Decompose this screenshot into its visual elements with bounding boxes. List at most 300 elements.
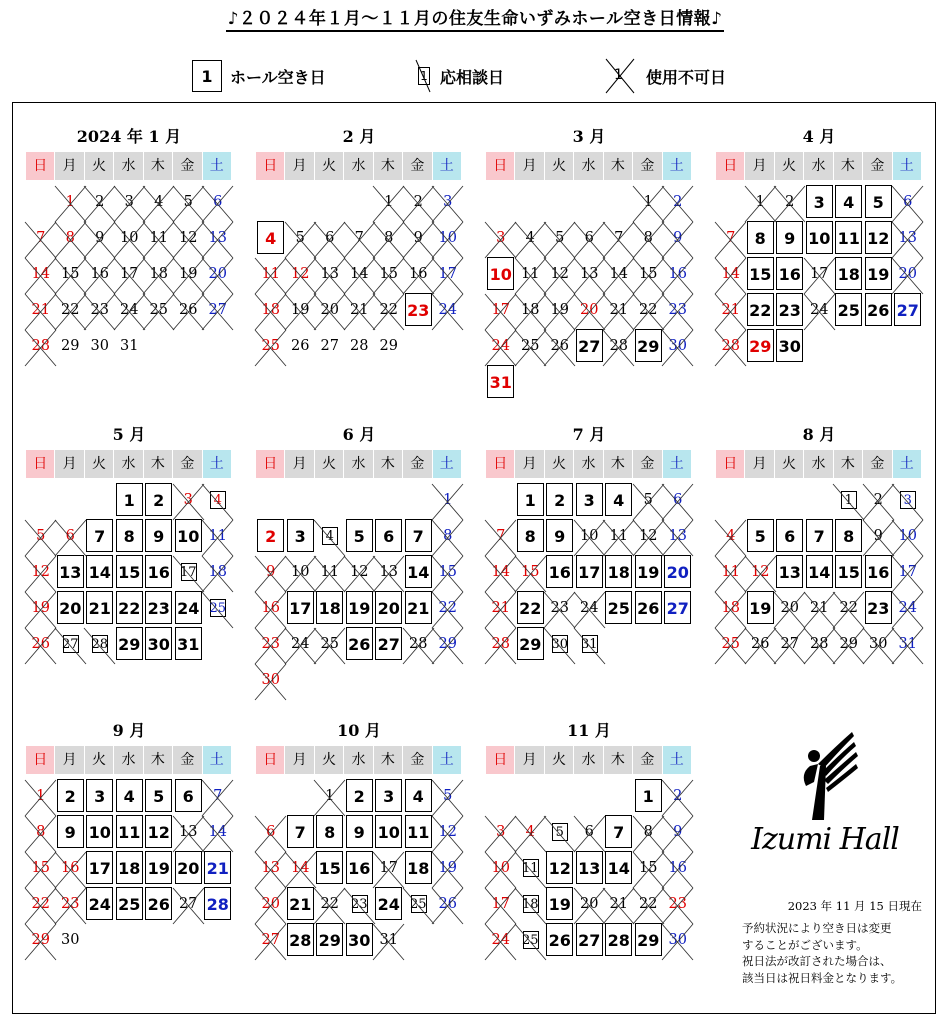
- day-grid: [486, 184, 692, 400]
- day-number: 23: [61, 896, 80, 912]
- day-number: 3: [496, 230, 506, 246]
- day-available: [404, 518, 434, 554]
- unavailable-cross-icon: [203, 292, 233, 328]
- day-unavailable: [864, 626, 894, 662]
- day-unavailable: [716, 220, 746, 256]
- weekday-label: 金: [633, 152, 661, 180]
- legend-unavailable-cross-icon: [604, 58, 638, 94]
- unavailable-cross-icon: [604, 220, 634, 256]
- day-number: 21: [407, 598, 430, 618]
- day-unavailable: [404, 256, 434, 292]
- day-unavailable: [634, 518, 664, 554]
- day-unavailable: [26, 814, 56, 850]
- day-number: 9: [413, 230, 423, 246]
- day-number: 23: [867, 598, 890, 618]
- unavailable-cross-icon: [56, 886, 86, 922]
- day-unavailable: [404, 220, 434, 256]
- weekday-label: 土: [893, 450, 921, 478]
- weekday-label: 木: [374, 450, 402, 478]
- day-number: 18: [521, 302, 540, 318]
- day-unavailable: [256, 922, 286, 958]
- day-number: 7: [354, 230, 364, 246]
- day-unavailable: [174, 292, 204, 328]
- weekday-label: 水: [114, 152, 142, 180]
- unavailable-cross-icon: [716, 518, 746, 554]
- day-number: 29: [118, 634, 141, 654]
- day-available: [144, 482, 174, 518]
- day-available: [834, 220, 864, 256]
- day-number: 19: [179, 266, 198, 282]
- unavailable-cross-icon: [256, 256, 286, 292]
- day-number: 30: [551, 636, 569, 652]
- day-number: 8: [384, 230, 394, 246]
- unavailable-cross-icon: [374, 554, 404, 590]
- unavailable-cross-icon: [315, 518, 345, 554]
- unavailable-cross-icon: [545, 292, 575, 328]
- day-number: 20: [580, 302, 599, 318]
- unavailable-cross-icon: [486, 922, 516, 958]
- day-unavailable: [433, 626, 463, 662]
- day-number: 6: [65, 528, 75, 544]
- day-number: 28: [609, 338, 628, 354]
- day-number: 20: [59, 598, 82, 618]
- day-available: [634, 590, 664, 626]
- day-number: 25: [261, 338, 280, 354]
- day-number: 29: [749, 336, 772, 356]
- unavailable-cross-icon: [26, 814, 56, 850]
- unavailable-cross-icon: [486, 518, 516, 554]
- day-unavailable: [433, 886, 463, 922]
- day-number: 25: [209, 600, 227, 616]
- weekday-label: 日: [716, 152, 744, 180]
- unavailable-cross-icon: [56, 184, 86, 220]
- day-available: [864, 184, 894, 220]
- day-consult: [545, 626, 575, 662]
- weekday-label: 日: [256, 152, 284, 180]
- day-number: 10: [88, 822, 111, 842]
- unavailable-cross-icon: [315, 220, 345, 256]
- day-available: [404, 814, 434, 850]
- day-number: 26: [291, 338, 310, 354]
- day-number: 28: [350, 338, 369, 354]
- weekday-label: 金: [403, 450, 431, 478]
- day-unavailable: [256, 814, 286, 850]
- day-available: [315, 590, 345, 626]
- day-available: [174, 778, 204, 814]
- day-unavailable: [634, 220, 664, 256]
- unavailable-cross-icon: [433, 590, 463, 626]
- weekday-header: [486, 746, 692, 774]
- unavailable-cross-icon: [893, 554, 923, 590]
- unavailable-cross-icon: [404, 256, 434, 292]
- weekday-label: 日: [486, 152, 514, 180]
- day-number: 25: [837, 300, 860, 320]
- unavailable-cross-icon: [115, 256, 145, 292]
- unavailable-cross-icon: [26, 778, 56, 814]
- day-number: 11: [609, 528, 628, 544]
- day-available: [775, 554, 805, 590]
- day-available: [775, 220, 805, 256]
- unavailable-cross-icon: [486, 886, 516, 922]
- day-unavailable: [486, 850, 516, 886]
- day-unavailable: [374, 850, 404, 886]
- month-calendar: [486, 720, 692, 958]
- day-available: [56, 554, 86, 590]
- day-number: 1: [36, 788, 46, 804]
- day-number: 17: [491, 302, 510, 318]
- legend-available-label: ホール空き日: [230, 67, 326, 87]
- day-number: 13: [580, 266, 599, 282]
- unavailable-cross-icon: [486, 590, 516, 626]
- unavailable-cross-icon: [315, 886, 345, 922]
- day-available: [286, 922, 316, 958]
- weekday-label: 水: [344, 152, 372, 180]
- weekday-label: 木: [144, 450, 172, 478]
- day-unavailable: [144, 292, 174, 328]
- day-unavailable: [174, 220, 204, 256]
- unavailable-cross-icon: [433, 778, 463, 814]
- day-unavailable: [174, 184, 204, 220]
- day-number: 6: [584, 230, 594, 246]
- day-unavailable: [634, 184, 664, 220]
- unavailable-cross-icon: [634, 184, 664, 220]
- unavailable-cross-icon: [286, 626, 316, 662]
- day-available: [575, 482, 605, 518]
- day-number: 18: [149, 266, 168, 282]
- unavailable-cross-icon: [404, 184, 434, 220]
- day-number: 7: [813, 526, 825, 546]
- day-number: 23: [668, 896, 687, 912]
- day-number: 15: [61, 266, 80, 282]
- day-cell: [56, 328, 86, 364]
- unavailable-cross-icon: [256, 662, 286, 698]
- day-number: 7: [614, 230, 624, 246]
- day-number: 12: [179, 230, 198, 246]
- day-number: 6: [213, 194, 223, 210]
- day-number: 14: [808, 562, 831, 582]
- day-number: 27: [179, 896, 198, 912]
- day-number: 11: [521, 266, 540, 282]
- unavailable-cross-icon: [56, 256, 86, 292]
- day-unavailable: [486, 292, 516, 328]
- day-number: 12: [147, 822, 170, 842]
- day-number: 30: [668, 932, 687, 948]
- day-number: 24: [438, 302, 457, 318]
- day-number: 12: [548, 858, 571, 878]
- month-calendar: [486, 126, 692, 400]
- day-available: [746, 220, 776, 256]
- day-unavailable: [545, 220, 575, 256]
- day-available: [775, 256, 805, 292]
- weekday-label: 水: [804, 152, 832, 180]
- unavailable-cross-icon: [345, 886, 375, 922]
- day-available: [345, 814, 375, 850]
- day-number: 24: [491, 338, 510, 354]
- unavailable-cross-icon: [893, 590, 923, 626]
- legend-consult-sample: [414, 59, 432, 93]
- day-number: 8: [65, 230, 75, 246]
- day-unavailable: [575, 886, 605, 922]
- unavailable-cross-icon: [115, 184, 145, 220]
- day-available: [286, 886, 316, 922]
- day-available: [575, 554, 605, 590]
- day-unavailable: [315, 554, 345, 590]
- day-number: 14: [491, 564, 510, 580]
- day-number: 20: [208, 266, 227, 282]
- day-available: [315, 922, 345, 958]
- unavailable-cross-icon: [663, 518, 693, 554]
- unavailable-cross-icon: [26, 886, 56, 922]
- unavailable-cross-icon: [575, 256, 605, 292]
- day-unavailable: [374, 184, 404, 220]
- weekday-label: 水: [114, 746, 142, 774]
- day-number: 23: [550, 600, 569, 616]
- unavailable-cross-icon: [144, 292, 174, 328]
- izumi-hall-logo-text: Izumi Hall: [751, 822, 899, 857]
- unavailable-cross-icon: [716, 554, 746, 590]
- day-number: 15: [118, 562, 141, 582]
- unavailable-cross-icon: [256, 328, 286, 364]
- day-number: 29: [637, 336, 660, 356]
- day-number: 15: [749, 264, 772, 284]
- unavailable-cross-icon: [716, 328, 746, 364]
- day-number: 5: [643, 492, 653, 508]
- day-available: [345, 626, 375, 662]
- day-unavailable: [115, 256, 145, 292]
- day-number: 13: [320, 266, 339, 282]
- month-calendar: [256, 424, 462, 698]
- unavailable-cross-icon: [85, 626, 115, 662]
- weekday-label: 日: [486, 746, 514, 774]
- day-number: 7: [294, 822, 306, 842]
- day-number: 30: [261, 672, 280, 688]
- day-unavailable: [746, 626, 776, 662]
- day-available: [115, 482, 145, 518]
- unavailable-cross-icon: [203, 482, 233, 518]
- day-number: 28: [289, 930, 312, 950]
- month-title: 5 月: [112, 425, 146, 444]
- day-number: 19: [31, 600, 50, 616]
- day-number: 8: [754, 228, 766, 248]
- day-number: 28: [409, 636, 428, 652]
- day-number: 25: [521, 932, 539, 948]
- day-number: 16: [668, 266, 687, 282]
- day-available: [604, 482, 634, 518]
- day-unavailable: [374, 922, 404, 958]
- unavailable-cross-icon: [634, 220, 664, 256]
- day-unavailable: [604, 220, 634, 256]
- day-unavailable: [805, 626, 835, 662]
- day-unavailable: [486, 554, 516, 590]
- day-number: 14: [31, 266, 50, 282]
- day-number: 1: [642, 786, 654, 806]
- day-unavailable: [486, 220, 516, 256]
- day-unavailable: [516, 256, 546, 292]
- day-number: 15: [639, 266, 658, 282]
- day-unavailable: [286, 292, 316, 328]
- day-number: 27: [896, 300, 919, 320]
- day-unavailable: [604, 292, 634, 328]
- day-number: 26: [751, 636, 770, 652]
- day-available: [203, 850, 233, 886]
- day-number: 20: [261, 896, 280, 912]
- day-available: [545, 886, 575, 922]
- unavailable-cross-icon: [545, 814, 575, 850]
- weekday-label: 土: [203, 450, 231, 478]
- day-unavailable: [663, 850, 693, 886]
- unavailable-cross-icon: [433, 518, 463, 554]
- day-number: 23: [407, 300, 430, 320]
- unavailable-cross-icon: [716, 292, 746, 328]
- day-number: 10: [377, 822, 400, 842]
- unavailable-cross-icon: [805, 292, 835, 328]
- day-unavailable: [256, 256, 286, 292]
- day-number: 4: [525, 230, 535, 246]
- day-number: 27: [61, 636, 79, 652]
- day-number: 14: [208, 824, 227, 840]
- day-number: 30: [90, 338, 109, 354]
- note-line: 予約状況により空き日は変更: [742, 921, 892, 935]
- legend-consult: [414, 58, 504, 94]
- unavailable-cross-icon: [85, 184, 115, 220]
- day-unavailable: [634, 814, 664, 850]
- day-available: [604, 922, 634, 958]
- weekday-label: 金: [863, 450, 891, 478]
- day-number: 14: [350, 266, 369, 282]
- unavailable-cross-icon: [634, 482, 664, 518]
- day-available: [775, 292, 805, 328]
- day-number: 21: [289, 894, 312, 914]
- day-number: 2: [353, 786, 365, 806]
- day-available: [144, 814, 174, 850]
- day-unavailable: [85, 184, 115, 220]
- weekday-label: 水: [344, 450, 372, 478]
- day-grid: [716, 482, 922, 662]
- legend-unavailable: [604, 58, 726, 94]
- day-unavailable: [115, 220, 145, 256]
- day-number: 4: [412, 786, 424, 806]
- day-unavailable: [433, 850, 463, 886]
- note-date: 2023 年 11 月 15 日現在: [787, 899, 922, 913]
- unavailable-cross-icon: [486, 626, 516, 662]
- day-number: 7: [94, 526, 106, 546]
- day-unavailable: [26, 590, 56, 626]
- day-available: [805, 184, 835, 220]
- unavailable-cross-icon: [545, 590, 575, 626]
- unavailable-cross-icon: [174, 292, 204, 328]
- day-grid: [26, 184, 232, 364]
- day-number: 24: [88, 894, 111, 914]
- unavailable-cross-icon: [256, 292, 286, 328]
- month-title: 10 月: [337, 721, 381, 740]
- day-unavailable: [516, 814, 546, 850]
- day-number: 22: [379, 302, 398, 318]
- unavailable-cross-icon: [775, 590, 805, 626]
- unavailable-cross-icon: [286, 850, 316, 886]
- unavailable-cross-icon: [663, 886, 693, 922]
- day-unavailable: [716, 590, 746, 626]
- day-number: 3: [443, 194, 453, 210]
- weekday-label: 金: [633, 746, 661, 774]
- unavailable-cross-icon: [516, 922, 546, 958]
- day-available: [374, 518, 404, 554]
- day-number: 7: [36, 230, 46, 246]
- day-unavailable: [26, 256, 56, 292]
- day-number: 29: [318, 930, 341, 950]
- day-number: 21: [350, 302, 369, 318]
- day-available: [805, 554, 835, 590]
- day-unavailable: [433, 256, 463, 292]
- unavailable-cross-icon: [203, 778, 233, 814]
- unavailable-cross-icon: [256, 626, 286, 662]
- day-number: 2: [64, 786, 76, 806]
- day-available: [404, 590, 434, 626]
- unavailable-cross-icon: [746, 554, 776, 590]
- day-number: 13: [59, 562, 82, 582]
- day-number: 22: [118, 598, 141, 618]
- day-number: 4: [154, 194, 164, 210]
- day-grid: [486, 482, 692, 662]
- unavailable-cross-icon: [26, 922, 56, 958]
- unavailable-cross-icon: [345, 292, 375, 328]
- day-number: 27: [208, 302, 227, 318]
- day-number: 24: [491, 932, 510, 948]
- weekday-label: 木: [374, 152, 402, 180]
- day-number: 11: [261, 266, 280, 282]
- day-unavailable: [486, 518, 516, 554]
- day-unavailable: [575, 518, 605, 554]
- day-unavailable: [174, 886, 204, 922]
- day-number: 15: [639, 860, 658, 876]
- day-unavailable: [663, 518, 693, 554]
- unavailable-cross-icon: [604, 886, 634, 922]
- day-unavailable: [256, 662, 286, 698]
- unavailable-cross-icon: [663, 220, 693, 256]
- unavailable-cross-icon: [256, 922, 286, 958]
- weekday-label: 月: [515, 152, 543, 180]
- day-number: 11: [320, 564, 339, 580]
- day-number: 5: [183, 194, 193, 210]
- day-available: [545, 922, 575, 958]
- day-available: [746, 256, 776, 292]
- day-available: [115, 850, 145, 886]
- day-number: 9: [784, 228, 796, 248]
- weekday-label: 日: [26, 746, 54, 774]
- unavailable-cross-icon: [663, 256, 693, 292]
- day-number: 13: [379, 564, 398, 580]
- day-number: 5: [153, 786, 165, 806]
- day-unavailable: [893, 554, 923, 590]
- unavailable-cross-icon: [56, 850, 86, 886]
- day-number: 13: [261, 860, 280, 876]
- unavailable-cross-icon: [85, 220, 115, 256]
- day-number: 3: [294, 526, 306, 546]
- day-number: 13: [179, 824, 198, 840]
- day-number: 19: [867, 264, 890, 284]
- day-unavailable: [893, 590, 923, 626]
- unavailable-cross-icon: [203, 184, 233, 220]
- day-number: 8: [36, 824, 46, 840]
- day-unavailable: [315, 220, 345, 256]
- legend-consult-number: 1: [418, 67, 430, 85]
- day-cell: [345, 328, 375, 364]
- day-number: 26: [637, 598, 660, 618]
- day-consult: [516, 922, 546, 958]
- unavailable-cross-icon: [433, 220, 463, 256]
- weekday-label: 火: [85, 152, 113, 180]
- day-unavailable: [56, 184, 86, 220]
- day-number: 7: [613, 822, 625, 842]
